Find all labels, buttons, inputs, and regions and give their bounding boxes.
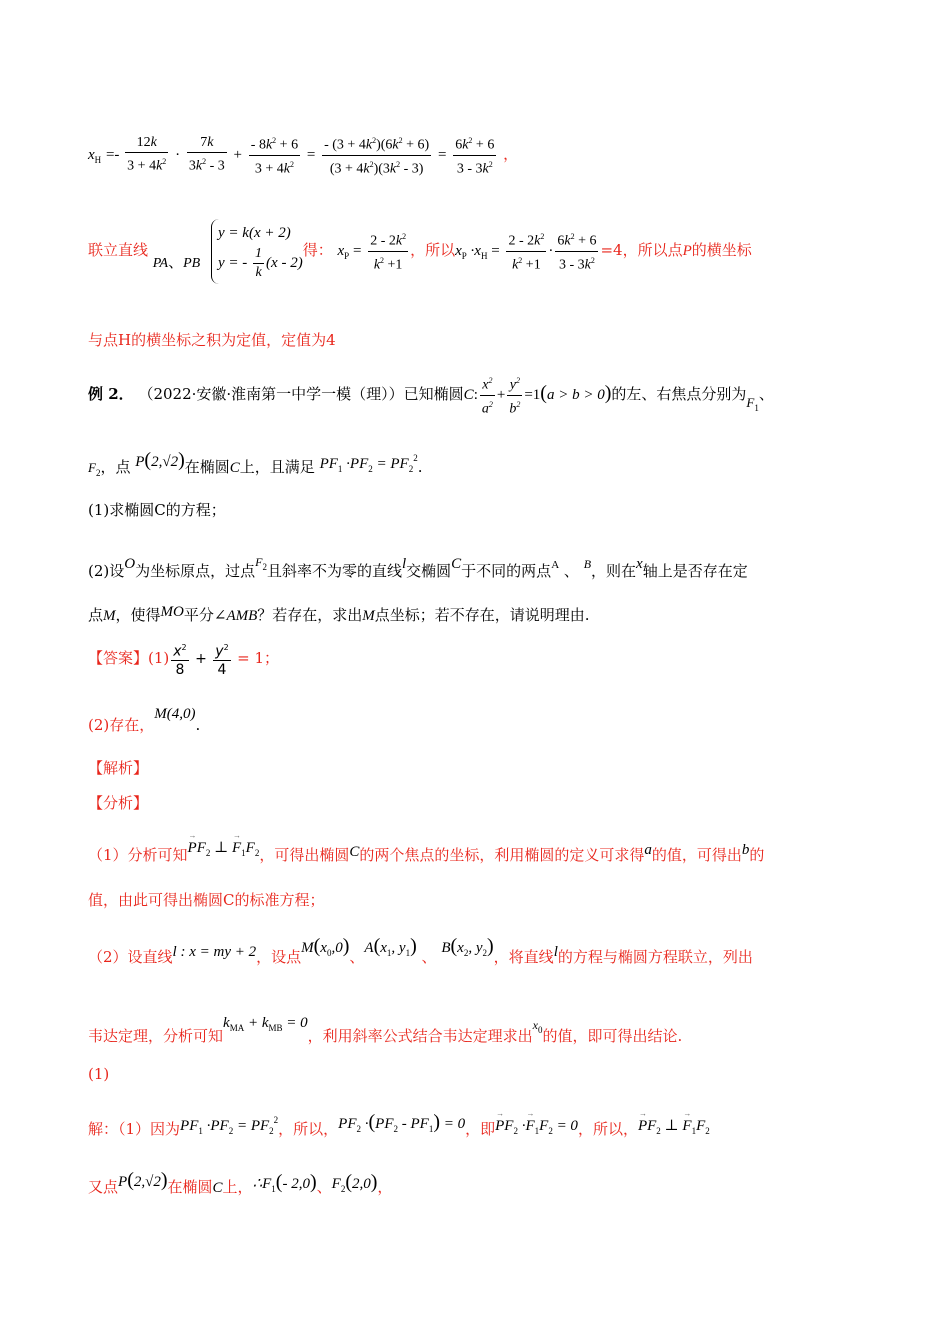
answer-label: 【答案】(1) bbox=[88, 649, 170, 667]
text: =4，所以点 bbox=[600, 241, 683, 259]
fenxi-label: 【分析】 bbox=[88, 794, 149, 812]
analysis-2: （2）设直线l : x = my + 2，设点$M(x_0,0)$、$A(x_1$, $y_1$) 、 $B(x_2$, $y_2$)，将直线l的方程与椭圆方程联立，列出 bbox=[88, 935, 753, 966]
comma: ， bbox=[503, 145, 519, 163]
line-pa: PA bbox=[152, 256, 169, 271]
text: 联立直线 bbox=[88, 241, 149, 259]
conclusion-line: 与点H的横坐标之积为定值，定值为4 bbox=[88, 331, 336, 349]
fraction: $\frac{6k^2 + 6}{3 - 3k^2}$ bbox=[453, 132, 496, 178]
point-p-line: $F_2$，点 P(2,√2)在椭圆C上，且满足 $PF_1 \cdot PF_2 = PF_2^2$. bbox=[88, 449, 423, 478]
text: 得： bbox=[302, 241, 333, 259]
solution-2: 又点P(2,√2)在椭圆C上，$\therefore F_1(-$ 2,0)、$F_2(2,0)$， bbox=[88, 1169, 393, 1196]
question-1: (1)求椭圆C的方程； bbox=[88, 501, 226, 519]
fraction: $\frac{- (3 + 4k^2)(6k^2 + 6)}{(3 + 4k^2)(3k^2 - 3)}$ bbox=[322, 132, 431, 178]
part-1-label: (1) bbox=[88, 1065, 110, 1083]
example-source: （2022·安徽·淮南第一中学一模（理））已知椭圆 bbox=[138, 385, 464, 404]
answer-line: 【答案】(1) $\frac{x^2}{8}$ + $\frac{y^2}{4}$ = 1； bbox=[88, 636, 862, 680]
text: ，所以 bbox=[410, 241, 456, 259]
analysis-1: （1）分析可知→ $PF_2$ ⊥ → $F_1F_2$，可得出椭圆C的两个焦点的坐标，利用椭圆的定义可求得a的值，可得出b的 bbox=[88, 826, 862, 870]
text: 的左、右焦点分别为 bbox=[611, 385, 747, 404]
fraction: $\frac{- 8k^2 + 6}{3 + 4k^2}$ bbox=[249, 132, 300, 178]
fraction: $\frac{12k}{3 + 4k^2}$ bbox=[127, 135, 167, 174]
analysis-2b: 韦达定理，分析可知$k_{MA} + k_{MB} = 0$，利用斜率公式结合韦达定理求出$^{x_0}$的值，即可得出结论. bbox=[88, 1015, 683, 1045]
example-2-line: 例 2． （2022·安徽·淮南第一中学一模（理））已知椭圆C: $\frac{x^2}{a^2}$ + $\frac{y^2}{b^2}$ =1(a > b > 0)的左、右焦点分别为$F_1$、 bbox=[88, 372, 862, 408]
question-2b: 点M，使得MO平分∠AMB？若存在，求出M点坐标；若不存在，请说明理由. bbox=[88, 604, 590, 624]
example-label: 例 2． bbox=[88, 385, 134, 404]
line-pb: PB bbox=[183, 256, 201, 271]
system-line: 联立直线 PA、PB y = k(x + 2) y = - $\frac{1}{k}$ (x - 2) 得： $x_P$ = $\frac{2 - 2k^2}{k^2 +1}$ ，所以$x_P \cdot x_H$ = $\frac{2 - 2k^2}{k^2 +1}$ · $\frac{6k^2 + 6}{3 - 3k^2}$ =4，所以点P的横坐标 bbox=[88, 210, 862, 290]
question-2a: (2)设O为坐标原点，过点$^{F_2}$且斜率不为零的直线l交椭圆C于不同的两点$^A$ 、 $^B$，则在x轴上是否存在定 bbox=[88, 555, 748, 580]
text: 的横坐标 bbox=[691, 241, 752, 259]
solution-1: 解：（1）因为$PF_1 \cdot PF_2 = PF_2^2$，所以，$PF_2 \cdot(PF_2 - PF_1) = 0$，即→ $PF_2 \cdot\to F_1F_2 = 0$，所以，→ $PF_2$ ⊥ → $F_1F_2$ bbox=[88, 1098, 862, 1142]
analysis-1b: 值，由此可得出椭圆C的标准方程； bbox=[88, 891, 325, 909]
fraction: $\frac{7k}{3k^2 - 3}$ bbox=[188, 135, 225, 174]
answer-2-line: (2)存在，M(4,0). bbox=[88, 706, 201, 734]
xh-symbol: $x_H$ bbox=[88, 147, 102, 165]
equation-system: y = k(x + 2) y = - $\frac{1}{k}$ (x - 2) bbox=[211, 219, 303, 284]
formula-xh: $x_H$ =- $\frac{12k}{3 + 4k^2}$ · $\frac{7k}{3k^2 - 3}$ + $\frac{- 8k^2 + 6}{3 + 4k^2}$ = $\frac{- (3 + 4k^2)(6k^2 + 6)}{(3 + 4k^2)(3k^2 - 3)}$ = $\frac{6k^2 + 6}{3 - 3k^2}$ ， bbox=[88, 128, 862, 180]
jiexi-label: 【解析】 bbox=[88, 759, 149, 777]
